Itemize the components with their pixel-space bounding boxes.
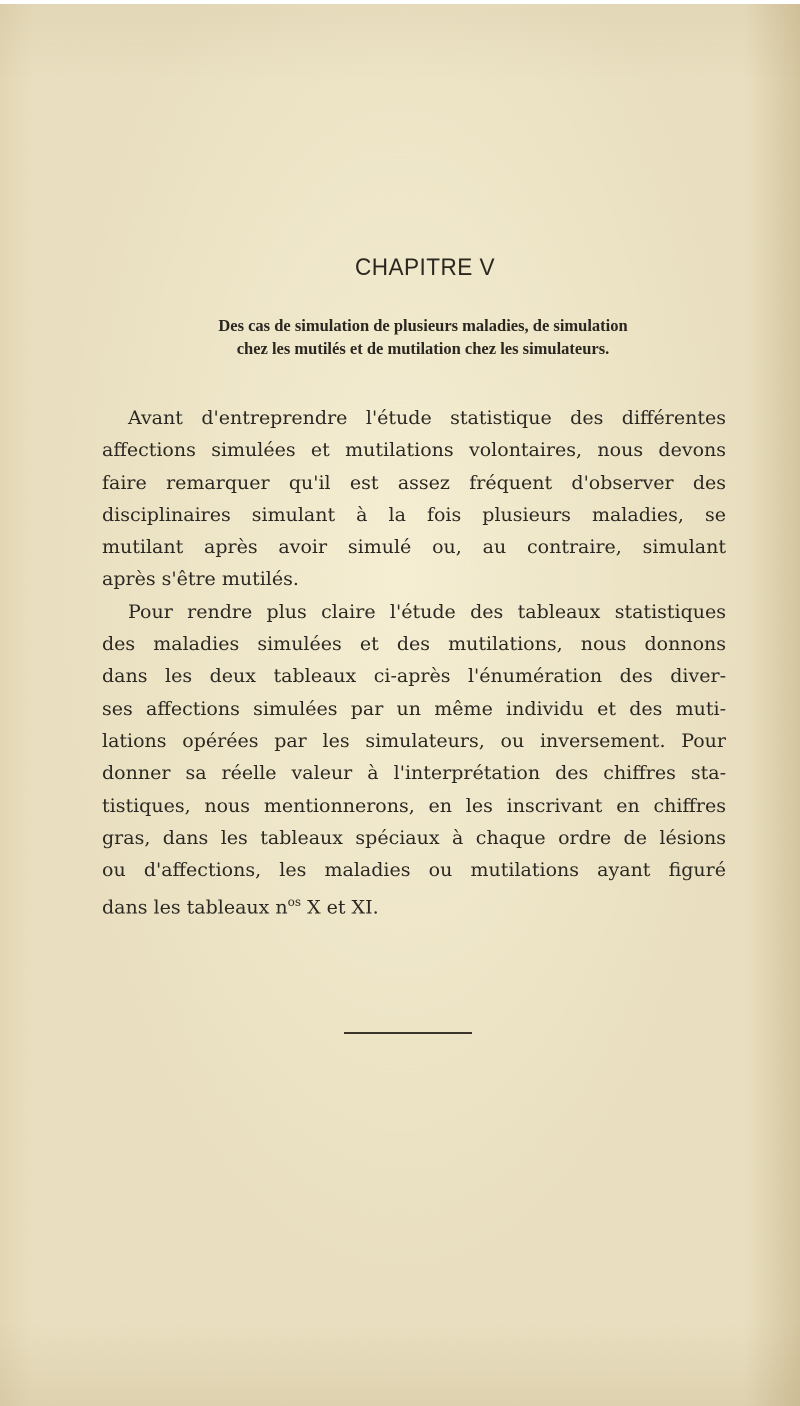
chapter-subtitle xyxy=(60,314,786,360)
text-line: disciplinaires simulant à la fois plusieurs maladies, se xyxy=(102,503,726,526)
paragraph-2 xyxy=(102,596,726,924)
text-line: affections simulées et mutilations volontaires, nous devons xyxy=(102,439,726,462)
body-text xyxy=(102,402,726,924)
text-line: ou d'affections, les maladies ou mutilations ayant figuré xyxy=(102,859,726,882)
text-line: après s'être mutilés. xyxy=(102,568,299,591)
text-line: mutilant après avoir simulé ou, au contraire, simulant xyxy=(102,536,726,559)
text-line: tistiques, nous mentionnerons, en les inscrivant en chiffres xyxy=(102,794,726,817)
text-segment: X et XI. xyxy=(301,896,379,919)
text-line: faire remarquer qu'il est assez fréquent d'observer des xyxy=(102,471,726,494)
chapter-title: CHAPITRE V xyxy=(354,254,496,281)
text-line: dans les deux tableaux ci-après l'énumération des diver- xyxy=(102,665,726,688)
text-line: donner sa réelle valeur à l'interprétation des chiffres sta- xyxy=(102,762,726,785)
subtitle-line: chez les mutilés et de mutilation chez les simulateurs. xyxy=(236,339,610,358)
text-line: gras, dans les tableaux spéciaux à chaque ordre de lésions xyxy=(102,826,726,849)
page-top-edge xyxy=(0,0,800,4)
subtitle-line: Des cas de simulation de plusieurs maladies, de simulation xyxy=(218,316,628,335)
text-line: Avant d'entreprendre l'étude statistique des différentes xyxy=(128,407,726,429)
end-rule xyxy=(344,1032,472,1034)
text-line xyxy=(102,886,726,924)
text-line: Pour rendre plus claire l'étude des tableaux statistiques xyxy=(128,600,726,623)
text-segment: dans les tableaux n xyxy=(102,896,288,919)
superscript: os xyxy=(287,895,302,910)
text-line: ses affections simulées par un même individu et des muti- xyxy=(102,697,726,720)
text-line: lations opérées par les simulateurs, ou inversement. Pour xyxy=(102,729,726,752)
text-line: des maladies simulées et des mutilations, nous donnons xyxy=(102,633,726,656)
paragraph-1 xyxy=(102,402,726,596)
